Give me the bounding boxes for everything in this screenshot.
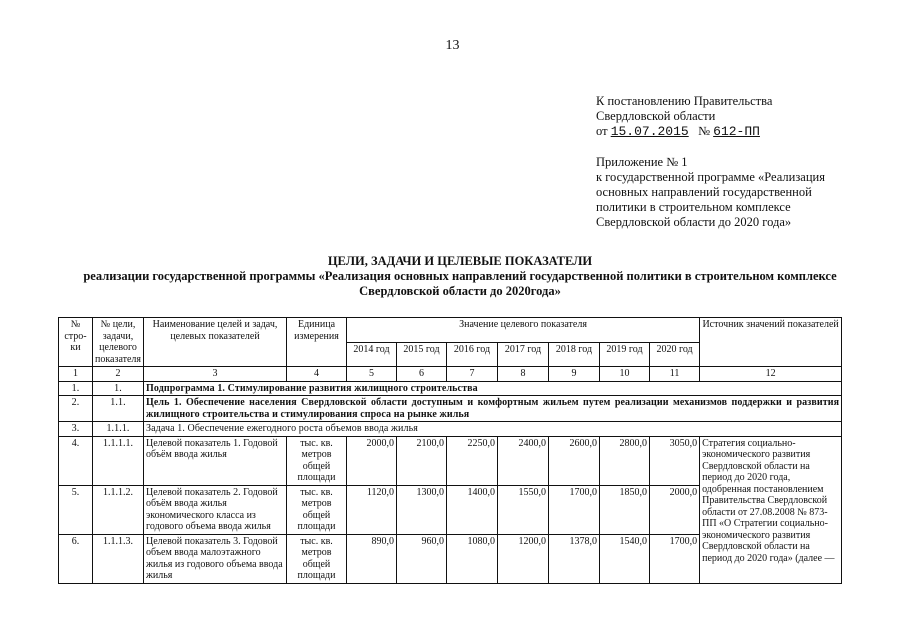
column-numbers-row (59, 367, 842, 382)
column-number: 12 (700, 367, 842, 382)
header-unit: Единица измерения (287, 318, 347, 367)
resolution-line-1: К постановлению Правительства (596, 94, 773, 108)
indicator-code: 1.1.1.1. (93, 436, 144, 485)
column-number: 10 (600, 367, 650, 382)
indicator-unit: тыс. кв. метров общей площади (287, 436, 347, 485)
header-row (59, 318, 842, 343)
header-row-no: № стро-ки (59, 318, 93, 367)
indicator-value: 1080,0 (447, 534, 498, 583)
resolution-number: 612-ПП (713, 124, 760, 139)
indicator-value: 3050,0 (650, 436, 700, 485)
goal-code: 1.1.1. (93, 422, 144, 437)
resolution-date: 15.07.2015 (610, 124, 689, 139)
indicator-value: 2800,0 (600, 436, 650, 485)
column-number: 8 (498, 367, 549, 382)
task-row (59, 422, 842, 437)
indicator-name: Целевой показатель 3. Годовой объем ввода малоэтажного жилья из годового объема ввода жилья (144, 534, 287, 583)
indicator-value: 2250,0 (447, 436, 498, 485)
header-values-group: Значение целевого показателя (347, 318, 700, 343)
row-number: 5. (59, 485, 93, 534)
page-number: 13 (445, 38, 460, 53)
row-number: 4. (59, 436, 93, 485)
header-year: 2017 год (498, 342, 549, 367)
column-number: 6 (397, 367, 447, 382)
goal-code: 1. (93, 381, 144, 396)
goal-title: Цель 1. Обеспечение населения Свердловской области доступным и комфортным жильем путем реализации механизмов поддержки и развития жилищного строительства и стимулирования спроса на рынке жилья (144, 396, 842, 422)
indicator-unit: тыс. кв. метров общей площади (287, 534, 347, 583)
goal-code: 1.1. (93, 396, 144, 422)
indicator-code: 1.1.1.2. (93, 485, 144, 534)
indicator-value: 1700,0 (650, 534, 700, 583)
header-year: 2015 год (397, 342, 447, 367)
indicator-value: 1700,0 (549, 485, 600, 534)
indicator-unit: тыс. кв. метров общей площади (287, 485, 347, 534)
header-year: 2014 год (347, 342, 397, 367)
indicator-value: 1540,0 (600, 534, 650, 583)
column-number: 7 (447, 367, 498, 382)
subprogram-title: Подпрограмма 1. Стимулирование развития жилищного строительства (144, 381, 842, 396)
indicator-name: Целевой показатель 1. Годовой объём ввода жилья (144, 436, 287, 485)
title-line-1: ЦЕЛИ, ЗАДАЧИ И ЦЕЛЕВЫЕ ПОКАЗАТЕЛИ (327, 254, 593, 268)
appendix-line-1: Приложение № 1 (596, 155, 688, 169)
header-year: 2018 год (549, 342, 600, 367)
subprogram-row (59, 381, 842, 396)
appendix-reference (596, 155, 886, 230)
goals-table (58, 317, 842, 584)
number-prefix: № (698, 124, 711, 138)
header-name: Наименование целей и задач, целевых показателей (144, 318, 287, 367)
resolution-reference (596, 94, 772, 139)
indicator-value: 2400,0 (498, 436, 549, 485)
indicator-value: 1400,0 (447, 485, 498, 534)
indicator-value: 2000,0 (347, 436, 397, 485)
indicator-value: 1378,0 (549, 534, 600, 583)
header-goal-no: № цели, задачи, целевого показателя (93, 318, 144, 367)
row-number: 3. (59, 422, 93, 437)
document-title (40, 254, 880, 299)
indicator-value: 890,0 (347, 534, 397, 583)
column-number: 4 (287, 367, 347, 382)
column-number: 11 (650, 367, 700, 382)
indicator-row (59, 436, 842, 485)
appendix-line-4: политики в строительном комплексе (596, 200, 791, 214)
row-number: 6. (59, 534, 93, 583)
indicator-value: 2000,0 (650, 485, 700, 534)
indicator-value: 2100,0 (397, 436, 447, 485)
title-line-2: реализации государственной программы «Реализация основных направлений государственной политики в строительном комплексе (83, 269, 837, 283)
header-year: 2016 год (447, 342, 498, 367)
title-line-3: Свердловской области до 2020года» (359, 284, 561, 298)
appendix-line-3: основных направлений государственной (596, 185, 812, 199)
indicator-value: 1120,0 (347, 485, 397, 534)
indicator-source: Стратегия социально-экономического развития Свердловской области на период до 2020 года, одобренная постановлением Правительства Свердловской области от 27.08.2008 № 873-ПП «О Стратегии социально-экономического развития Свердловской области на период до 2020 года» (далее — (700, 436, 842, 583)
indicator-name: Целевой показатель 2. Годовой объём ввода жилья экономического класса из годового объема ввода жилья (144, 485, 287, 534)
goal-row (59, 396, 842, 422)
row-number: 1. (59, 381, 93, 396)
column-number: 2 (93, 367, 144, 382)
indicator-value: 2600,0 (549, 436, 600, 485)
row-number: 2. (59, 396, 93, 422)
appendix-line-2: к государственной программе «Реализация (596, 170, 825, 184)
header-year: 2019 год (600, 342, 650, 367)
header-source: Источник значений показателей (700, 318, 842, 367)
indicator-code: 1.1.1.3. (93, 534, 144, 583)
date-prefix: от (596, 124, 608, 138)
column-number: 1 (59, 367, 93, 382)
resolution-date-line (596, 124, 772, 139)
indicator-value: 1550,0 (498, 485, 549, 534)
task-title: Задача 1. Обеспечение ежегодного роста объемов ввода жилья (144, 422, 842, 437)
indicator-value: 960,0 (397, 534, 447, 583)
indicator-value: 1200,0 (498, 534, 549, 583)
column-number: 9 (549, 367, 600, 382)
indicator-value: 1850,0 (600, 485, 650, 534)
appendix-line-5: Свердловской области до 2020 года» (596, 215, 792, 229)
indicator-value: 1300,0 (397, 485, 447, 534)
column-number: 5 (347, 367, 397, 382)
resolution-line-2: Свердловской области (596, 109, 716, 123)
header-year: 2020 год (650, 342, 700, 367)
column-number: 3 (144, 367, 287, 382)
